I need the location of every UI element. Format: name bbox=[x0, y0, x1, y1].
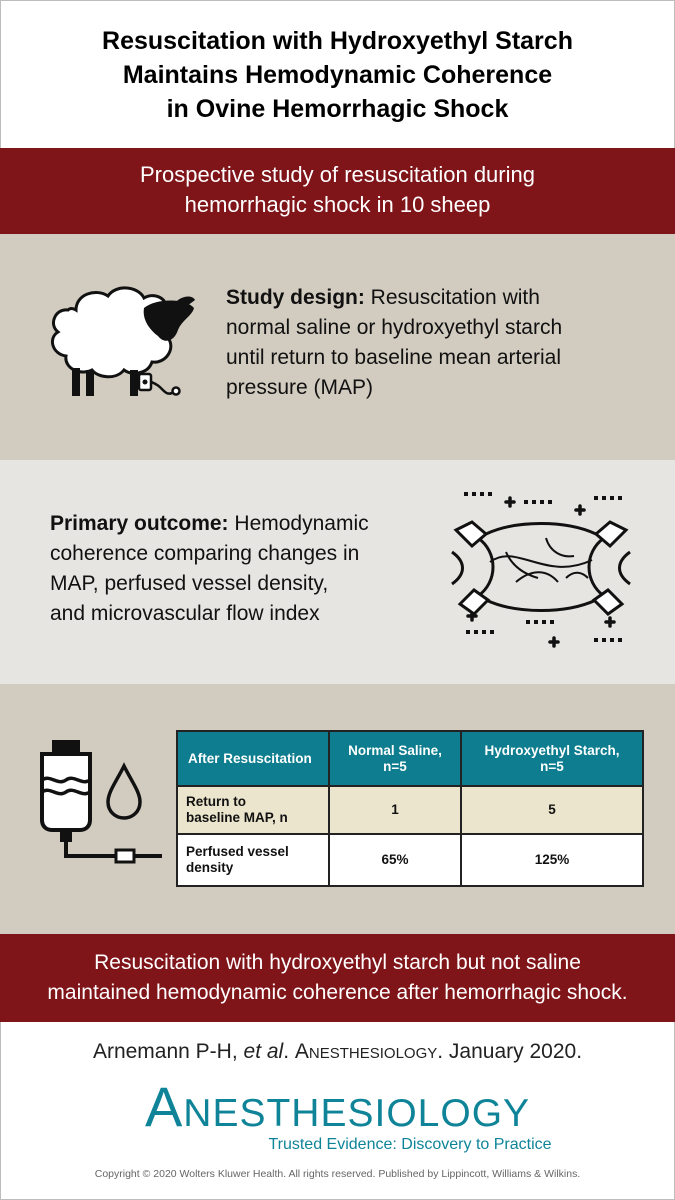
subtitle-band bbox=[0, 148, 675, 234]
primary-outcome-line-3: MAP, perfused vessel density, bbox=[50, 572, 329, 595]
row-label: Perfused vessel density bbox=[177, 834, 329, 886]
title-line-2: Maintains Hemodynamic Coherence bbox=[122, 61, 553, 89]
header-after-resuscitation: After Resuscitation bbox=[177, 731, 329, 786]
citation-date: . January 2020. bbox=[437, 1040, 583, 1063]
study-design-line-2: normal saline or hydroxyethyl starch bbox=[226, 316, 563, 339]
primary-outcome-line-4: and microvascular flow index bbox=[50, 602, 320, 625]
subtitle-line-1: Prospective study of resuscitation during bbox=[140, 162, 535, 187]
cell-saline: 65% bbox=[329, 834, 461, 886]
primary-outcome-text bbox=[50, 509, 369, 629]
results-table bbox=[176, 730, 644, 887]
cell-starch: 125% bbox=[461, 834, 643, 886]
copyright: Copyright © 2020 Wolters Kluwer Health. All rights reserved. Published by Lippincott, Williams & Wilkins. bbox=[94, 1168, 581, 1180]
conclusion-line-1: Resuscitation with hydroxyethyl starch but not saline bbox=[94, 951, 581, 974]
microvessel-icon bbox=[446, 482, 636, 652]
cell-starch: 5 bbox=[461, 786, 643, 834]
citation-journal: Anesthesiology bbox=[294, 1040, 438, 1063]
cell-saline: 1 bbox=[329, 786, 461, 834]
study-design-line-4: pressure (MAP) bbox=[226, 376, 374, 399]
header-hydroxyethyl-starch: Hydroxyethyl Starch, n=5 bbox=[461, 731, 643, 786]
table-row bbox=[177, 786, 643, 834]
iv-bag-icon bbox=[36, 738, 166, 870]
citation-authors: Arnemann P-H, bbox=[92, 1040, 244, 1063]
header-normal-saline: Normal Saline, n=5 bbox=[329, 731, 461, 786]
row-label: Return to baseline MAP, n bbox=[177, 786, 329, 834]
title-line-3: in Ovine Hemorrhagic Shock bbox=[166, 95, 509, 123]
study-design-text bbox=[226, 283, 562, 403]
citation: Arnemann P-H, et al. Anesthesiology. January 2020. bbox=[92, 1040, 583, 1063]
journal-tagline: Trusted Evidence: Discovery to Practice bbox=[268, 1136, 552, 1153]
study-design-label: Study design: bbox=[226, 286, 365, 309]
primary-outcome-line-1: Hemodynamic bbox=[228, 512, 369, 535]
table-row bbox=[177, 834, 643, 886]
conclusion-band bbox=[0, 934, 675, 1022]
page-title bbox=[0, 24, 675, 126]
study-design-line-3: until return to baseline mean arterial bbox=[226, 346, 562, 369]
journal-logo: Anesthesiology bbox=[144, 1075, 531, 1138]
primary-outcome-line-2: coherence comparing changes in bbox=[50, 542, 360, 565]
table-header-row bbox=[177, 731, 643, 786]
subtitle-line-2: hemorrhagic shock in 10 sheep bbox=[184, 192, 491, 217]
primary-outcome-label: Primary outcome: bbox=[50, 512, 229, 535]
study-design-line-1: Resuscitation with bbox=[364, 286, 540, 309]
citation-etal: et al bbox=[243, 1040, 284, 1063]
sheep-icon bbox=[46, 286, 196, 401]
conclusion-line-2: maintained hemodynamic coherence after hemorrhagic shock. bbox=[47, 981, 628, 1004]
title-line-1: Resuscitation with Hydroxyethyl Starch bbox=[102, 27, 573, 55]
